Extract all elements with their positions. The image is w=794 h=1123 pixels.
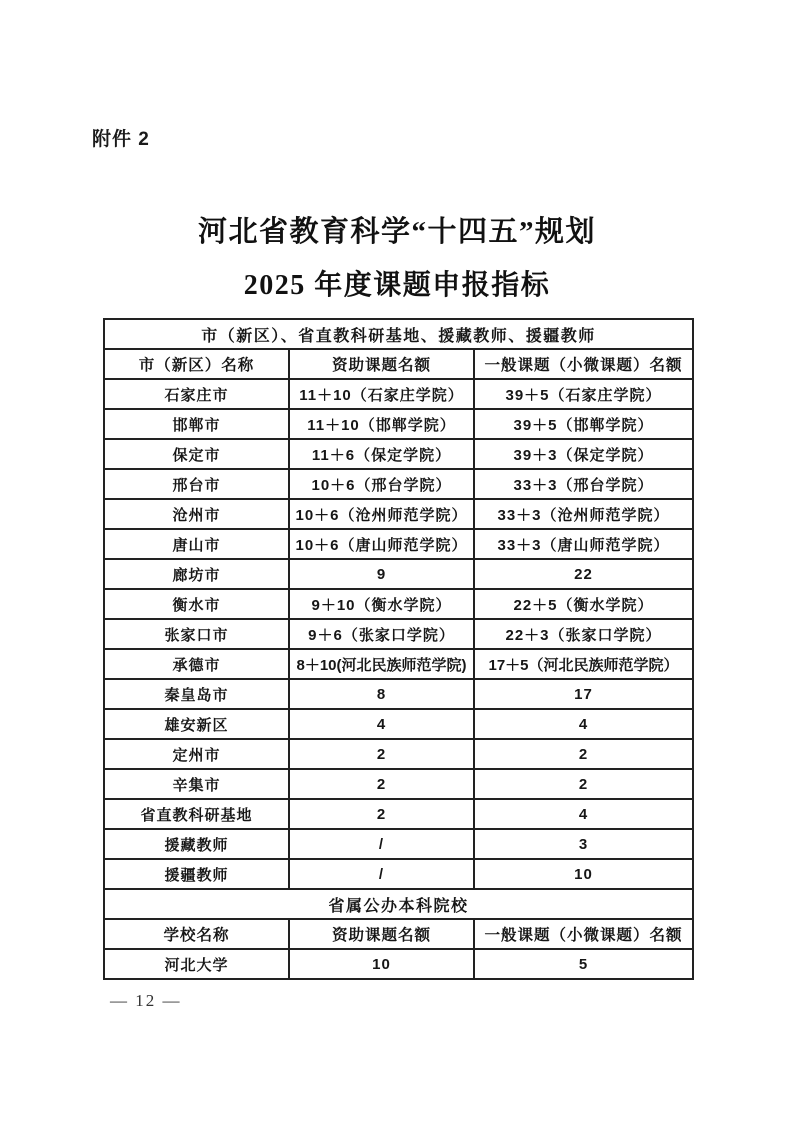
table-cell: 邯郸市 xyxy=(104,409,289,439)
section-header-row xyxy=(104,319,693,349)
table-cell: 定州市 xyxy=(104,739,289,769)
table-cell: 11＋10（邯郸学院） xyxy=(289,409,474,439)
table-row xyxy=(104,469,693,499)
document-title-line1: 河北省教育科学“十四五”规划 xyxy=(197,216,596,248)
table-cell: 10＋6（邢台学院） xyxy=(289,469,474,499)
table-cell: 援藏教师 xyxy=(104,829,289,859)
table-cell: 39＋5（石家庄学院） xyxy=(474,379,693,409)
table-cell: 河北大学 xyxy=(104,949,289,979)
table-row xyxy=(104,589,693,619)
column-header: 学校名称 xyxy=(104,919,289,949)
table-row xyxy=(104,739,693,769)
table-row xyxy=(104,829,693,859)
column-header-row xyxy=(104,349,693,379)
table-cell: 10＋6（沧州师范学院） xyxy=(289,499,474,529)
table-row xyxy=(104,799,693,829)
table-cell: 10＋6（唐山师范学院） xyxy=(289,529,474,559)
table-cell: 雄安新区 xyxy=(104,709,289,739)
table-cell: 唐山市 xyxy=(104,529,289,559)
table-cell: 10 xyxy=(289,949,474,979)
table-row xyxy=(104,649,693,679)
table-row xyxy=(104,769,693,799)
section-header: 省属公办本科院校 xyxy=(104,889,693,919)
table-row xyxy=(104,439,693,469)
table-row xyxy=(104,559,693,589)
attachment-label: 附件 2 xyxy=(92,129,150,150)
table-cell: 17＋5（河北民族师范学院） xyxy=(474,649,693,679)
column-header-row xyxy=(104,919,693,949)
table-cell: 2 xyxy=(289,769,474,799)
table-cell: 3 xyxy=(474,829,693,859)
table-row xyxy=(104,409,693,439)
table-cell: 10 xyxy=(474,859,693,889)
table-cell: 4 xyxy=(474,709,693,739)
table-cell: 8＋10(河北民族师范学院) xyxy=(289,649,474,679)
table-cell: 11＋6（保定学院） xyxy=(289,439,474,469)
table-cell: 33＋3（唐山师范学院） xyxy=(474,529,693,559)
table-cell: 援疆教师 xyxy=(104,859,289,889)
column-header: 一般课题（小微课题）名额 xyxy=(474,919,693,949)
table-row xyxy=(104,709,693,739)
table-row xyxy=(104,529,693,559)
table-cell: 22＋5（衡水学院） xyxy=(474,589,693,619)
table-row xyxy=(104,499,693,529)
table-cell: 秦皇岛市 xyxy=(104,679,289,709)
table-row xyxy=(104,619,693,649)
table-cell: 9＋6（张家口学院） xyxy=(289,619,474,649)
table-cell: 辛集市 xyxy=(104,769,289,799)
table-cell: 沧州市 xyxy=(104,499,289,529)
table-row xyxy=(104,859,693,889)
table-cell: 省直教科研基地 xyxy=(104,799,289,829)
table-cell: 2 xyxy=(474,739,693,769)
table-cell: 2 xyxy=(474,769,693,799)
table-cell: / xyxy=(289,859,474,889)
page-number: — 12 — xyxy=(110,991,182,1010)
table-cell: 9 xyxy=(289,559,474,589)
table-cell: 5 xyxy=(474,949,693,979)
table-cell: 9＋10（衡水学院） xyxy=(289,589,474,619)
table-cell: 39＋5（邯郸学院） xyxy=(474,409,693,439)
table-cell: 33＋3（沧州师范学院） xyxy=(474,499,693,529)
table-cell: 石家庄市 xyxy=(104,379,289,409)
table-cell: 廊坊市 xyxy=(104,559,289,589)
column-header: 一般课题（小微课题）名额 xyxy=(474,349,693,379)
column-header: 资助课题名额 xyxy=(289,919,474,949)
table-cell: 22 xyxy=(474,559,693,589)
table-cell: / xyxy=(289,829,474,859)
table-cell: 承德市 xyxy=(104,649,289,679)
table-row xyxy=(104,379,693,409)
column-header: 市（新区）名称 xyxy=(104,349,289,379)
table-cell: 8 xyxy=(289,679,474,709)
table-cell: 邢台市 xyxy=(104,469,289,499)
table-cell: 张家口市 xyxy=(104,619,289,649)
quota-table xyxy=(103,318,694,980)
table-cell: 衡水市 xyxy=(104,589,289,619)
table-row xyxy=(104,949,693,979)
section-header-row xyxy=(104,889,693,919)
table-cell: 4 xyxy=(289,709,474,739)
table-cell: 2 xyxy=(289,799,474,829)
table-cell: 11＋10（石家庄学院） xyxy=(289,379,474,409)
table-cell: 39＋3（保定学院） xyxy=(474,439,693,469)
table-cell: 2 xyxy=(289,739,474,769)
section-header: 市（新区）、省直教科研基地、援藏教师、援疆教师 xyxy=(104,319,693,349)
table-row xyxy=(104,679,693,709)
table-cell: 4 xyxy=(474,799,693,829)
table-cell: 17 xyxy=(474,679,693,709)
table-cell: 33＋3（邢台学院） xyxy=(474,469,693,499)
table-cell: 22＋3（张家口学院） xyxy=(474,619,693,649)
table-cell: 保定市 xyxy=(104,439,289,469)
document-title-line2: 2025 年度课题申报指标 xyxy=(243,270,551,301)
column-header: 资助课题名额 xyxy=(289,349,474,379)
